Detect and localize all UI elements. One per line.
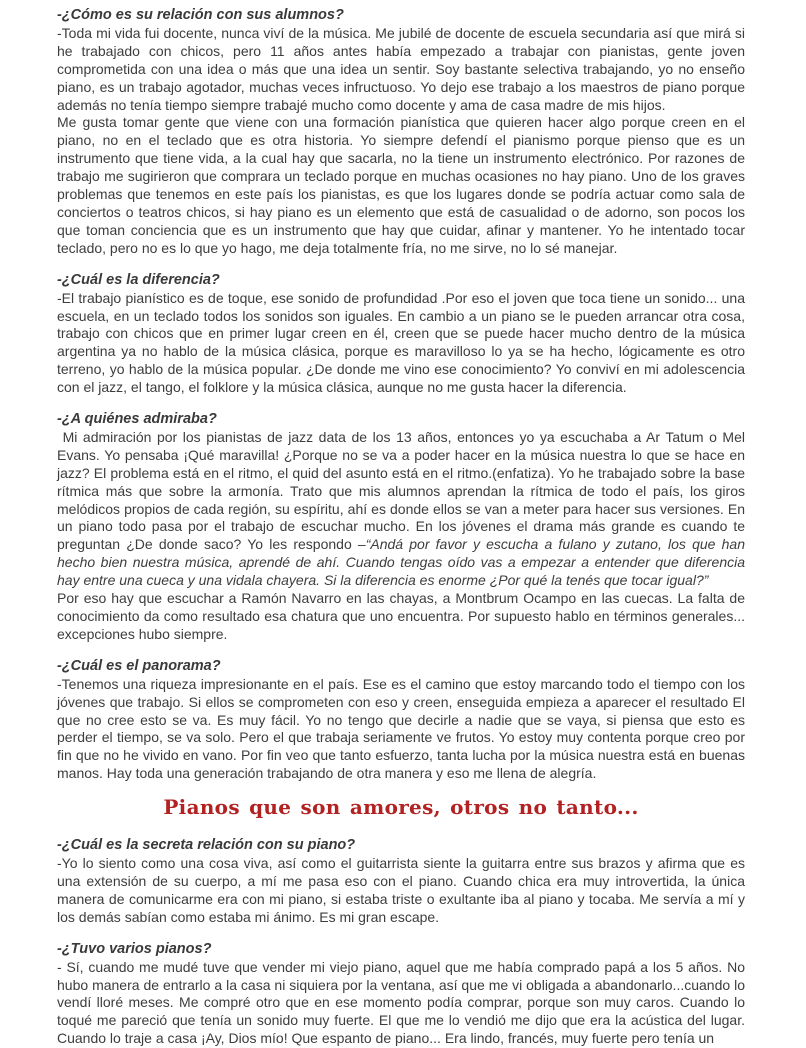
answer-paragraph — [57, 114, 745, 257]
question-heading: -¿A quiénes admiraba? — [57, 411, 217, 428]
answer-text: Por eso hay que escuchar a Ramón Navarro en las chayas, a Montbrum Ocampo en las cuecas. La falta de conocimiento da como resultado esa chatura que uno encuentra. Por supuesto hablo en términos generales... excepciones hubo siempre. — [57, 590, 745, 642]
quoted-italic-text: “Andá por favor y escucha a fulano y zutano, los que han hecho bien nuestra música, aprendé de ahí. Cuando tengas oído vas a empezar a entender que diferencia hay entre una cueca y una vidala chayera. Si la diferencia es enorme ¿Por qué la tenés que tocar igual?” — [57, 536, 745, 589]
question-heading: -¿Cuál es la diferencia? — [57, 271, 220, 288]
answer-paragraph — [57, 590, 745, 644]
answer-text: Me gusta tomar gente que viene con una formación pianística que quieren hacer algo porque creen en el piano, no en el teclado que es otra historia. Yo siempre defendí el pianismo porque pienso que es un instrumento que tiene vida, a la cual hay que sacarla, no la tiene un instrumento electrónico. Por razones de trabajo me sugirieron que comprara un teclado porque en muchas ocasiones no hay piano. Uno de los graves problemas que tenemos en este país los pianistas, es que los lugares donde se podría actuar como sala de conciertos o teatros chicos, si hay piano es un elemento que está de casualidad o de adorno, son pocos los que toman conciencia que es un instrumento que hay que cuidar, afinar y mantener. Yo he intentado tocar teclado, pero no es lo que yo hago, me deja totalmente fría, no me sirve, no lo sé manejar. — [57, 114, 745, 256]
question-heading: -¿Cómo es su relación con sus alumnos? — [57, 7, 344, 23]
answer-text: -El trabajo pianístico es de toque, ese sonido de profundidad .Por eso el joven que toca tiene un sonido... una escuela, en un teclado todos los sonidos son iguales. En cambio a un piano se le pueden arrancar otra cosa, trabajo con chicos que en primer lugar creen en él, creen que se puede hacer mucho dentro de la música argentina ya no hablo de la música clásica, porque es maravilloso lo ya se ha hecho, lógicamente es otro terreno, yo hablo de la música popular. ¿De donde me vino ese conocimiento? Yo conviví en mi adolescencia con el jazz, el tango, el folklore y la música clásica, aunque no me gusta hacer la diferencia. — [57, 289, 745, 396]
answer-paragraph — [57, 676, 745, 783]
answer-paragraph — [57, 959, 745, 1048]
answer-paragraph — [57, 855, 745, 927]
question-heading: -¿Cuál es el panorama? — [57, 657, 221, 674]
section-heading: Pianos que son amores, otros no tanto... — [163, 795, 639, 820]
answer-paragraph — [57, 429, 745, 590]
answer-paragraph — [57, 290, 745, 397]
answer-paragraph — [57, 25, 745, 115]
answer-text: -Toda mi vida fui docente, nunca viví de la música. Me jubilé de docente de escuela secundaria así que mirá si he trabajado con chicos, pero 11 años antes había empezado a trabajar con pianistas, gente joven comprometida con una idea o más que una idea un sentir. Soy bastante selectiva trabajando, yo no enseño piano, es un trabajo agotador, muchas veces infructuoso. Yo dejo ese trabajo a los maestros de piano porque además no tenía tiempo siempre trabajé mucho como docente y ama de casa madre de mis hijos. — [57, 24, 745, 113]
answer-text: -Yo lo siento como una cosa viva, así como el guitarrista siente la guitarra entre sus brazos y afirma que es una extensión de su cuerpo, a mí me pasa eso con el piano. Cuando chica era muy introvertida, la única manera de comunicarme era con mi piano, si estaba triste o exultante iba al piano y tocaba. Me servía a mí y los demás sabían como estaba mi ánimo. Es mi gran escape. — [57, 855, 745, 925]
answer-text: - Sí, cuando me mudé tuve que vender mi viejo piano, aquel que me había comprado papá a los 5 años. No hubo manera de entrarlo a la casa ni siquiera por la ventana, así que me vi obligada a abandonarlo...cuando lo vendí lloré meses. Me compré otro que en ese momento podía comprar, porque son muy caros. Cuando lo toqué me pareció que tenía un sonido muy fuerte. El que me lo vendió me dijo que era la acústica del lugar. Cuando lo traje a casa ¡Ay, Dios mío! Que espanto de piano... Era lindo, francés, muy fuerte pero tenía un — [57, 958, 745, 1047]
question-heading: -¿Cuál es la secreta relación con su piano? — [57, 837, 356, 854]
question-heading: -¿Tuvo varios pianos? — [57, 940, 212, 957]
answer-text: -Tenemos una riqueza impresionante en el país. Ese es el camino que estoy marcando todo el tiempo con los jóvenes que trabajo. Si ellos se comprometen con eso y creen, enseguida empieza a aparecer el resultado El que no cree esto se va. Es muy fácil. Yo no tengo que decirle a nadie que se vaya, si piensa que esto es perder el tiempo, se va solo. Pero el que trabaja seriamente ve frutos. Yo estoy muy contenta porque creo por fin que no he vivido en vano. Por fin veo que tanto esfuerzo, tanta lucha por la música nuestra está en buenas manos. Hay toda una generación trabajando de otra manera y eso me llena de alegría. — [57, 675, 745, 782]
answer-text: Mi admiración por los pianistas de jazz data de los 13 años, entonces yo ya escuchaba a Ar Tatum o Mel Evans. Yo pensaba ¡Qué maravilla! ¿Porque no se va a poder hacer en la música nuestra lo que se hace en jazz? El problema está en el ritmo, el quid del asunto está en el ritmo.(enfatiza). Yo he trabajado sobre la base rítmica más que sobre la armonía. Trato que mis alumnos aprendan la rítmica de todo el país, los giros melódicos propios de cada región, su espíritu, ahí es donde ellos se van a meter para hacer sus versiones. En un piano todo pasa por el trabajo de escuchar mucho. En los jóvenes el drama más grande es cuando te preguntan ¿De donde saco? Yo les respondo – — [57, 428, 745, 553]
